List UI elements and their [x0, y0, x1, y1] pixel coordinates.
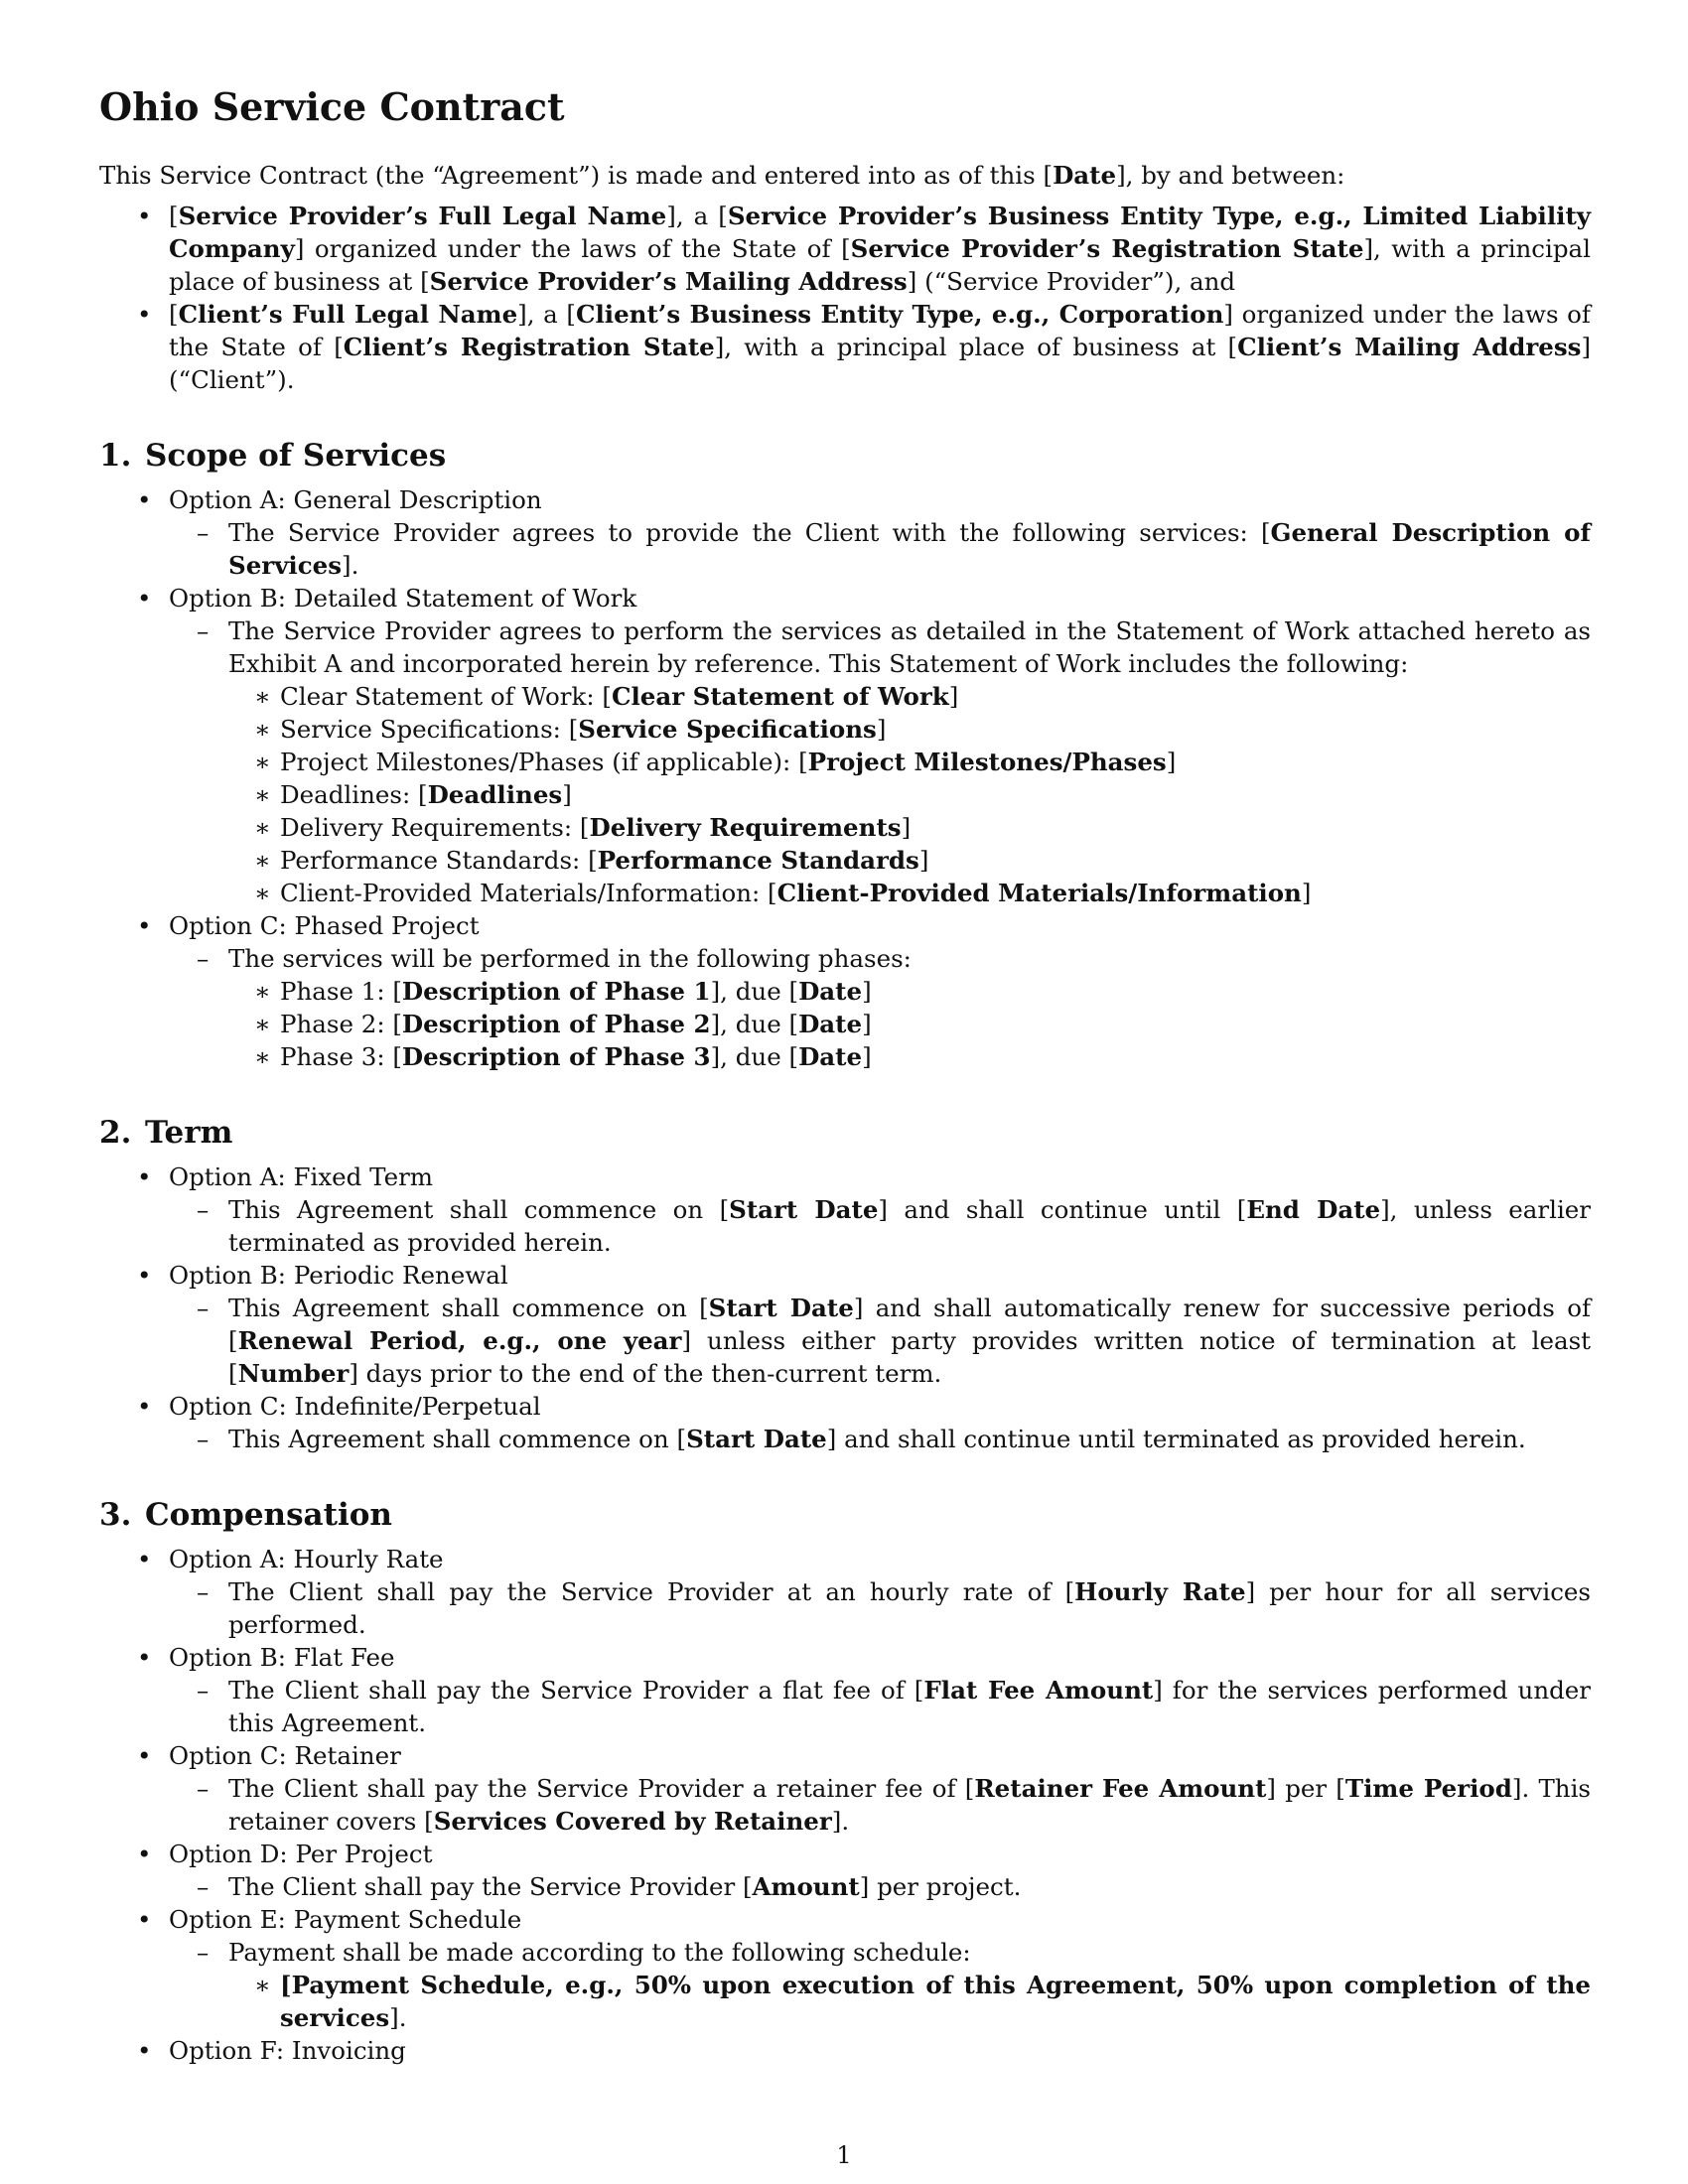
- option-label: Option D: Per Project: [169, 1840, 433, 1868]
- option-details: [169, 1292, 1591, 1390]
- text: ]: [562, 780, 572, 809]
- placeholder: Start Date: [686, 1425, 827, 1453]
- scope-option-b: [99, 582, 1591, 909]
- option-label: Option C: Indefinite/Perpetual: [169, 1392, 541, 1421]
- placeholder: Number: [237, 1359, 350, 1388]
- scope-options: [99, 483, 1591, 1073]
- sow-item: [228, 778, 1591, 811]
- section-title: Term: [145, 1115, 233, 1151]
- section-title: Compensation: [145, 1497, 392, 1533]
- option-details: [169, 614, 1591, 909]
- section-number: 3.: [99, 1497, 132, 1533]
- sow-item: [228, 746, 1591, 778]
- compensation-options: [99, 1543, 1591, 2067]
- phase-item: [228, 1008, 1591, 1040]
- text: This Agreement shall commence on [: [228, 1425, 687, 1453]
- compensation-option-e: [99, 1903, 1591, 2034]
- client-entity-placeholder: Client’s Business Entity Type, e.g., Corporation: [575, 300, 1224, 329]
- placeholder: End Date: [1246, 1195, 1381, 1224]
- item-label: Project Milestones/Phases (if applicable): [: [280, 748, 808, 776]
- section-heading-compensation: [99, 1495, 1591, 1535]
- text: ], due [: [710, 977, 799, 1006]
- term-option-a: [99, 1160, 1591, 1259]
- option-text: [169, 1772, 1591, 1838]
- document-title: Ohio Service Contract: [99, 84, 565, 129]
- placeholder: Clear Statement of Work: [611, 682, 949, 711]
- option-text: [169, 942, 1591, 1073]
- term-options: [99, 1160, 1591, 1455]
- placeholder: Hourly Rate: [1074, 1577, 1246, 1606]
- option-details: [169, 1936, 1591, 2034]
- option-text: [169, 1674, 1591, 1739]
- section-heading-scope: [99, 436, 1591, 476]
- text: ] (“Service Provider”), and: [907, 267, 1236, 296]
- text: ]: [1301, 879, 1312, 907]
- client-name-placeholder: Client’s Full Legal Name: [178, 300, 518, 329]
- text: ] per [: [1266, 1774, 1345, 1803]
- placeholder: General Description of Services: [228, 518, 1592, 580]
- option-label: Option E: Payment Schedule: [169, 1905, 522, 1934]
- party-client: [99, 298, 1591, 396]
- placeholder: Renewal Period, e.g., one year: [237, 1326, 682, 1355]
- sow-item: [228, 713, 1591, 746]
- scope-option-c: [99, 909, 1591, 1073]
- option-label: Option B: Periodic Renewal: [169, 1261, 508, 1290]
- option-details: [169, 942, 1591, 1073]
- text: ], due [: [710, 1010, 799, 1038]
- intro-text: This Service Contract (the “Agreement”) is made and entered into as of this [: [99, 161, 1054, 190]
- text: ]: [1166, 748, 1177, 776]
- text: ].: [831, 1807, 850, 1836]
- text: ]: [948, 682, 959, 711]
- placeholder: Retainer Fee Amount: [974, 1774, 1267, 1803]
- placeholder: Flat Fee Amount: [923, 1676, 1154, 1705]
- option-text: [169, 614, 1591, 909]
- contract-page: [99, 85, 1591, 2067]
- text: ], due [: [710, 1042, 799, 1071]
- placeholder: Date: [798, 977, 863, 1006]
- text: The Client shall pay the Service Provider [: [228, 1872, 753, 1901]
- text: The Client shall pay the Service Provider a flat fee of [: [228, 1676, 924, 1705]
- placeholder: Start Date: [729, 1195, 879, 1224]
- text: The Service Provider agrees to perform the services as detailed in the Statement of Work attached hereto as Exhibit A and incorporated herein by reference. This Statement of Work includes the following:: [228, 616, 1591, 678]
- option-details: [169, 1575, 1591, 1641]
- provider-state-placeholder: Service Provider’s Registration State: [850, 234, 1364, 263]
- phase-label: Phase 2: [: [280, 1010, 402, 1038]
- text: [: [169, 300, 179, 329]
- text: ] and shall continue until terminated as provided herein.: [826, 1425, 1526, 1453]
- text: ] per project.: [859, 1872, 1022, 1901]
- agreement-date-placeholder: Date: [1053, 161, 1117, 190]
- option-label: Option A: General Description: [169, 485, 542, 514]
- option-details: [169, 516, 1591, 582]
- text: ] unless either party provides written notice of termination at least [: [228, 1326, 1591, 1388]
- parties-list: [99, 200, 1591, 396]
- text: ] and shall automatically renew for successive periods of [: [228, 1294, 1592, 1355]
- option-details: [169, 1870, 1591, 1903]
- option-label: Option C: Retainer: [169, 1741, 401, 1770]
- text: Payment shall be made according to the following schedule:: [228, 1938, 971, 1967]
- payment-schedule-list: [228, 1969, 1591, 2034]
- section-number: 1.: [99, 438, 132, 474]
- option-label: Option A: Fixed Term: [169, 1162, 434, 1191]
- placeholder: Deadlines: [427, 780, 563, 809]
- text: ], unless earlier terminated as provided herein.: [228, 1195, 1591, 1257]
- text: ]: [862, 1042, 872, 1071]
- text: ]: [901, 813, 912, 842]
- text: ], with a principal place of business at [: [714, 333, 1238, 361]
- text: ] per hour for all services performed.: [228, 1577, 1591, 1639]
- intro-text: ], by and between:: [1116, 161, 1345, 190]
- option-text: [169, 1423, 1591, 1455]
- option-text: [169, 1575, 1591, 1641]
- scope-option-a: [99, 483, 1591, 582]
- text: ] organized under the laws of the State of [: [294, 234, 851, 263]
- provider-name-placeholder: Service Provider’s Full Legal Name: [178, 202, 667, 230]
- item-label: Service Specifications: [: [280, 715, 579, 744]
- text: The Service Provider agrees to provide the Client with the following services: [: [228, 518, 1271, 547]
- text: ]: [876, 715, 887, 744]
- compensation-option-c: [99, 1739, 1591, 1838]
- section-title: Scope of Services: [145, 438, 447, 474]
- party-service-provider: [99, 200, 1591, 298]
- text: ]: [862, 1010, 872, 1038]
- placeholder: Description of Phase 3: [401, 1042, 711, 1071]
- option-label: Option A: Hourly Rate: [169, 1545, 444, 1573]
- text: The services will be performed in the following phases:: [228, 944, 912, 973]
- placeholder: Start Date: [708, 1294, 854, 1322]
- option-text: [169, 516, 1591, 582]
- text: ].: [389, 2003, 407, 2032]
- text: The Client shall pay the Service Provider at an hourly rate of [: [228, 1577, 1075, 1606]
- compensation-option-b: [99, 1641, 1591, 1739]
- client-address-placeholder: Client’s Mailing Address: [1237, 333, 1582, 361]
- text: ], a [: [666, 202, 728, 230]
- text: ], a [: [517, 300, 576, 329]
- text: ]: [862, 977, 872, 1006]
- text: ] days prior to the end of the then-current term.: [349, 1359, 942, 1388]
- placeholder: Delivery Requirements: [589, 813, 902, 842]
- option-label: Option F: Invoicing: [169, 2036, 406, 2065]
- term-option-c: [99, 1390, 1591, 1455]
- text: ] for the services performed under this Agreement.: [228, 1676, 1592, 1737]
- section-heading-term: [99, 1113, 1591, 1153]
- placeholder: Service Specifications: [578, 715, 877, 744]
- text: ]: [918, 846, 929, 875]
- option-details: [169, 1423, 1591, 1455]
- client-state-placeholder: Client’s Registration State: [343, 333, 715, 361]
- term-option-b: [99, 1259, 1591, 1390]
- payment-schedule-item: [228, 1969, 1591, 2034]
- section-number: 2.: [99, 1115, 132, 1151]
- placeholder: Performance Standards: [597, 846, 919, 875]
- text: ] and shall continue until [: [878, 1195, 1247, 1224]
- text: This Agreement shall commence on [: [228, 1294, 709, 1322]
- placeholder: Description of Phase 2: [401, 1010, 711, 1038]
- phase-item: [228, 975, 1591, 1008]
- sow-item: [228, 811, 1591, 844]
- text: This Agreement shall commence on [: [228, 1195, 730, 1224]
- option-label: Option C: Phased Project: [169, 911, 480, 940]
- option-details: [169, 1193, 1591, 1259]
- item-label: Performance Standards: [: [280, 846, 598, 875]
- text: The Client shall pay the Service Provider a retainer fee of [: [228, 1774, 975, 1803]
- text: ]. This retainer covers [: [228, 1774, 1591, 1836]
- placeholder: Amount: [752, 1872, 860, 1901]
- provider-address-placeholder: Service Provider’s Mailing Address: [429, 267, 908, 296]
- text: ], with a principal place of business at [: [169, 234, 1591, 296]
- statement-of-work-items: [228, 680, 1591, 909]
- text: [: [169, 202, 179, 230]
- phase-label: Phase 3: [: [280, 1042, 402, 1071]
- item-label: Deadlines: [: [280, 780, 428, 809]
- placeholder: Time Period: [1344, 1774, 1512, 1803]
- item-label: Delivery Requirements: [: [280, 813, 590, 842]
- text: ] organized under the laws of the State of [: [169, 300, 1591, 361]
- placeholder: Date: [798, 1010, 863, 1038]
- text: [: [280, 1971, 292, 1999]
- option-text: [169, 1193, 1591, 1259]
- phase-item: [228, 1040, 1591, 1073]
- sow-item: [228, 680, 1591, 713]
- provider-entity-placeholder: Service Provider’s Business Entity Type, e.g., Limited Liability Company: [169, 202, 1592, 263]
- placeholder: Payment Schedule, e.g., 50% upon execution of this Agreement, 50% upon completion of the services: [280, 1971, 1591, 2032]
- compensation-option-f: [99, 2034, 1591, 2067]
- sow-item: [228, 877, 1591, 909]
- compensation-option-d: [99, 1838, 1591, 1903]
- option-label: Option B: Flat Fee: [169, 1643, 395, 1672]
- text: ] (“Client”).: [169, 333, 1591, 394]
- placeholder: Services Covered by Retainer: [433, 1807, 832, 1836]
- phase-label: Phase 1: [: [280, 977, 402, 1006]
- option-details: [169, 1674, 1591, 1739]
- placeholder: Date: [798, 1042, 863, 1071]
- option-text: [169, 1292, 1591, 1390]
- intro-paragraph: [99, 159, 1591, 192]
- option-details: [169, 1772, 1591, 1838]
- item-label: Clear Statement of Work: [: [280, 682, 612, 711]
- option-label: Option B: Detailed Statement of Work: [169, 584, 637, 613]
- sow-item: [228, 844, 1591, 877]
- option-text: [169, 1936, 1591, 2034]
- item-label: Client-Provided Materials/Information: [: [280, 879, 777, 907]
- placeholder: Project Milestones/Phases: [807, 748, 1167, 776]
- placeholder: Client-Provided Materials/Information: [776, 879, 1302, 907]
- option-text: [169, 1870, 1591, 1903]
- compensation-option-a: [99, 1543, 1591, 1641]
- placeholder: Description of Phase 1: [401, 977, 711, 1006]
- page-number: 1: [836, 2141, 852, 2169]
- phase-list: [228, 975, 1591, 1073]
- text: ].: [342, 551, 359, 580]
